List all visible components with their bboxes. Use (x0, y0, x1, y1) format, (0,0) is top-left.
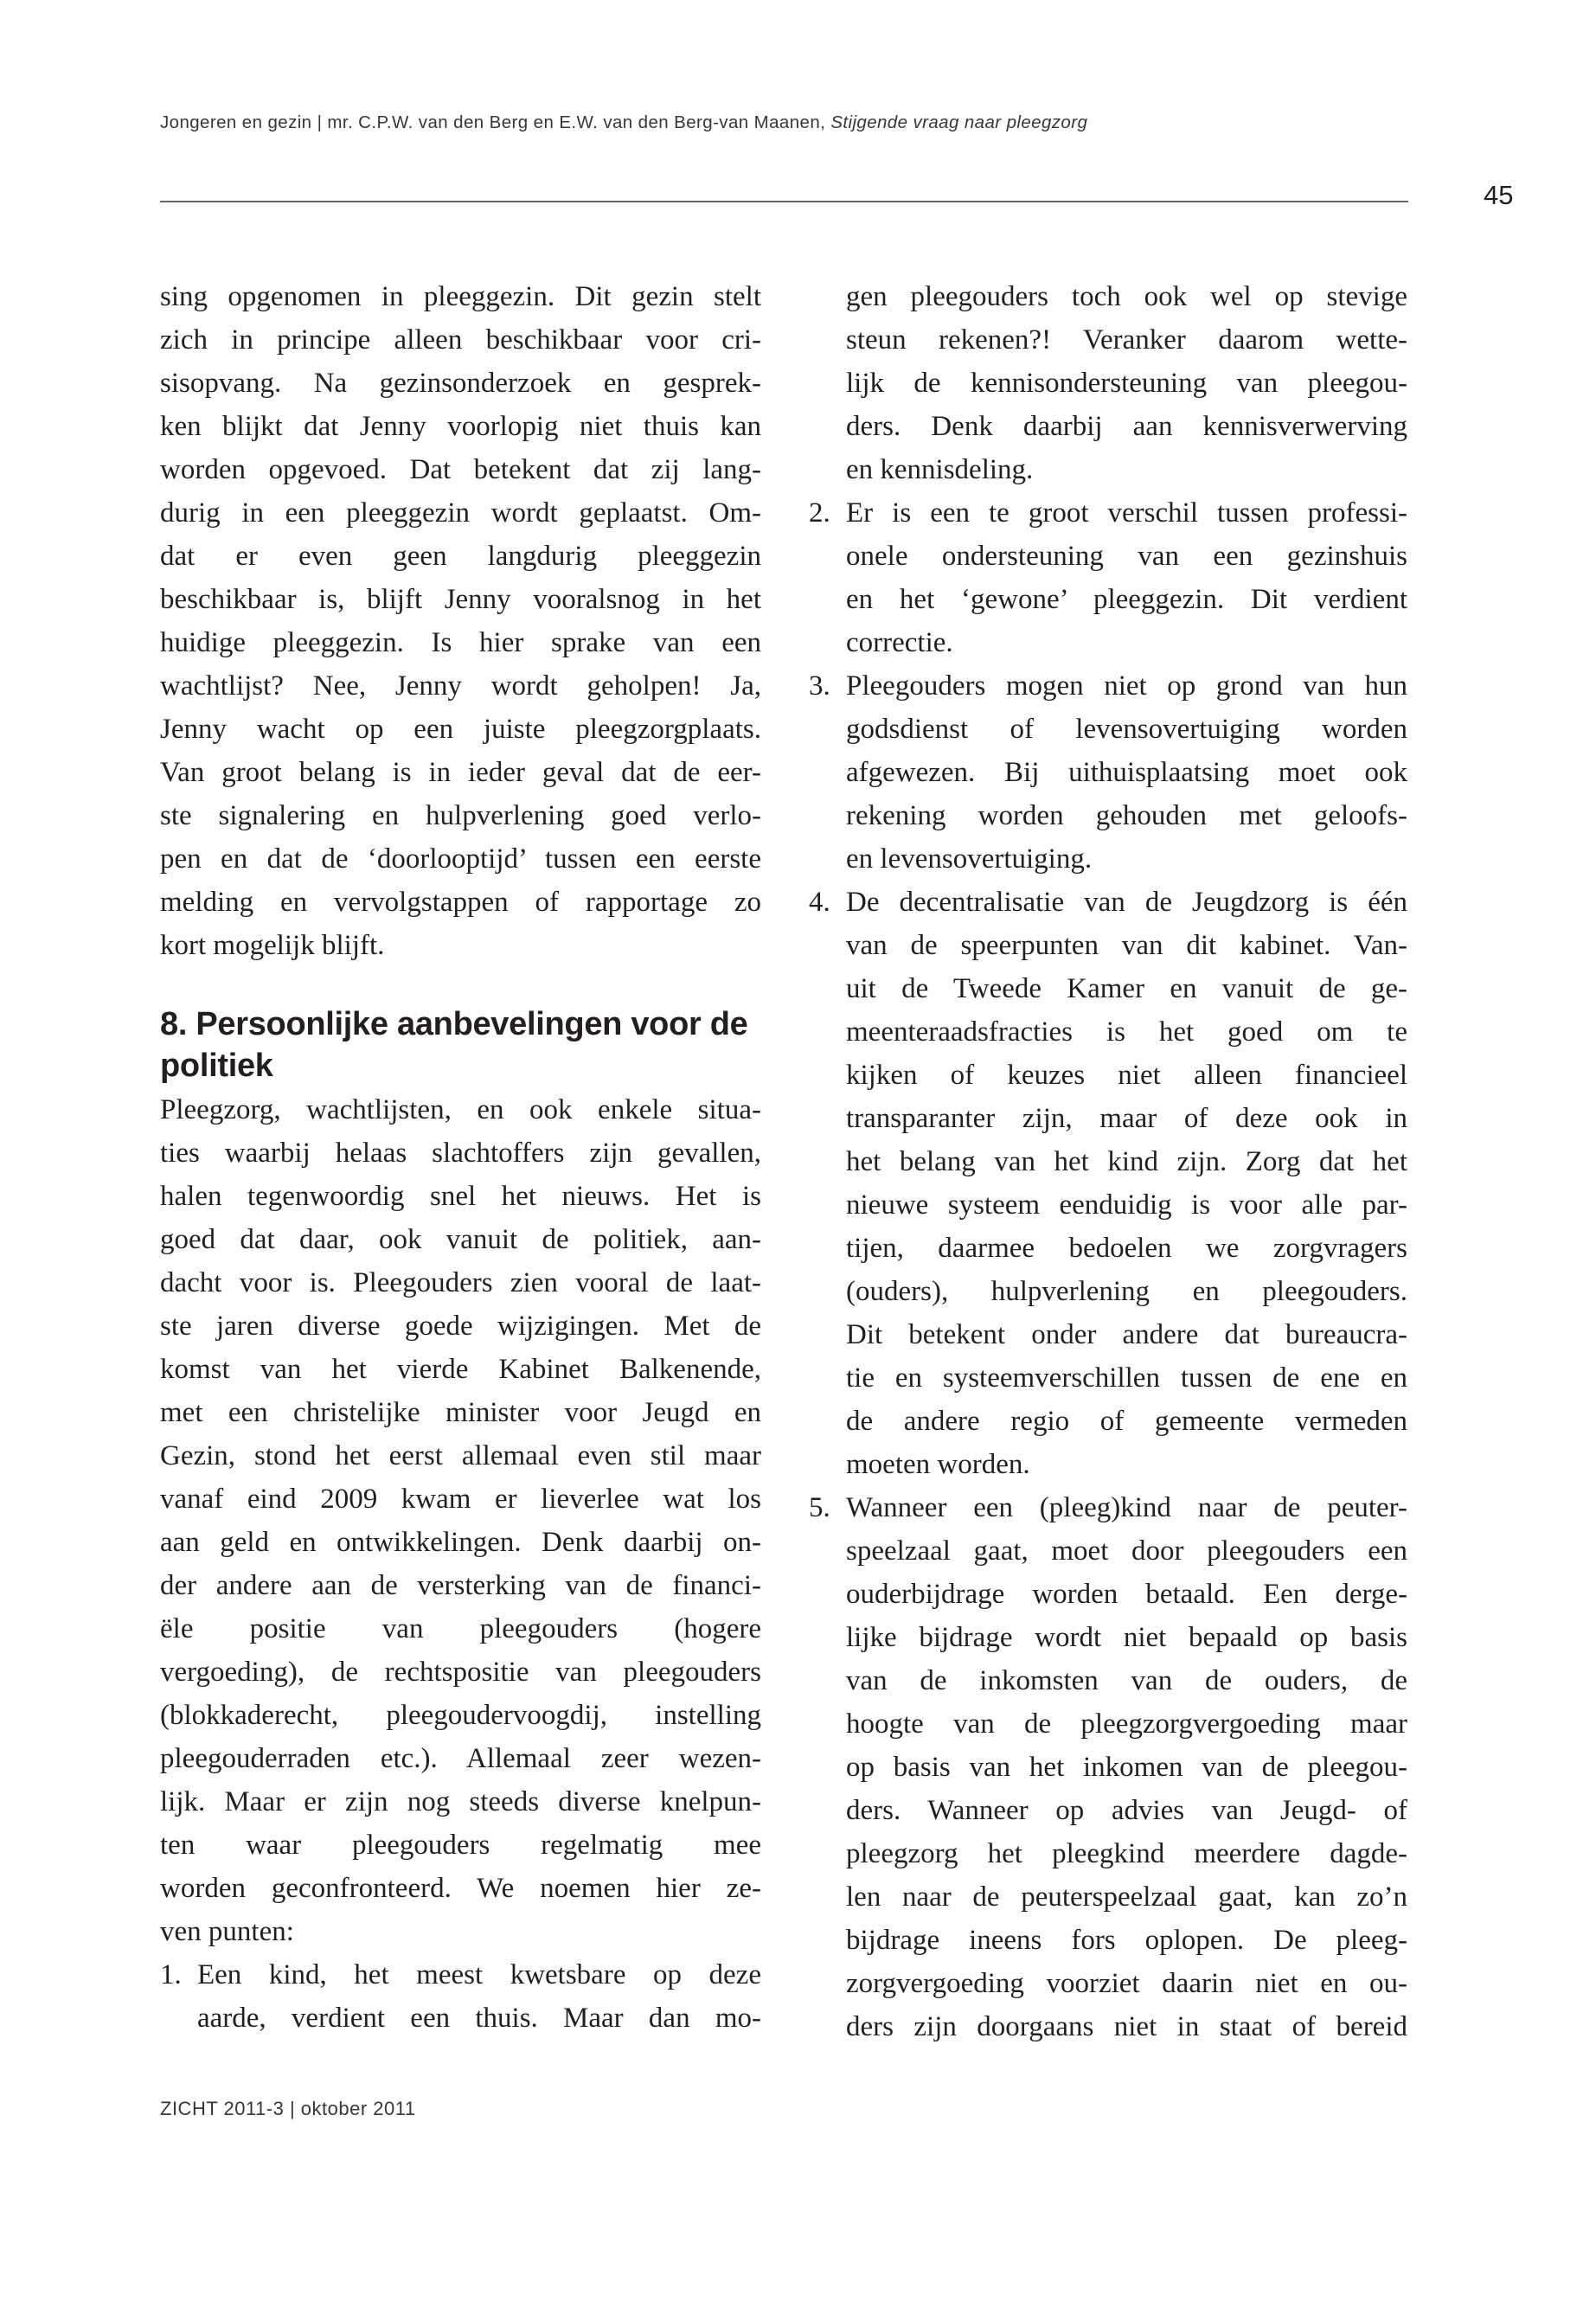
text-line: tie en systeemverschillen tussen de ene en (846, 1362, 1407, 1394)
text-line: aarde, verdient een thuis. Maar dan mo- (197, 2003, 761, 2034)
text-line: Gezin, stond het eerst allemaal even stil maar (160, 1440, 761, 1471)
text-line: halen tegenwoordig snel het nieuws. Het is (160, 1181, 761, 1212)
intro-paragraph (160, 275, 761, 967)
text-line: sing opgenomen in pleeggezin. Dit gezin stelt (160, 281, 761, 312)
text-line: Dit betekent onder andere dat bureaucra- (846, 1319, 1407, 1350)
text-line: bijdrage ineens fors oplopen. De pleeg- (846, 1925, 1407, 1956)
text-line: len naar de peuterspeelzaal gaat, kan zo’n (846, 1881, 1407, 1913)
text-line: op basis van het inkomen van de pleegou- (846, 1752, 1407, 1783)
text-line: lijke bijdrage wordt niet bepaald op basis (846, 1622, 1407, 1653)
text-line: Er is een te groot verschil tussen professi- (846, 497, 1407, 529)
text-line: durig in een pleeggezin wordt geplaatst. Om- (160, 497, 761, 529)
left-column (160, 275, 761, 2040)
text-line: van de speerpunten van dit kabinet. Van- (846, 930, 1407, 961)
text-line: het belang van het kind zijn. Zorg dat het (846, 1146, 1407, 1177)
text-line: moeten worden. (846, 1449, 1030, 1480)
list-item-number: 2. (809, 497, 830, 529)
text-line: correctie. (846, 627, 953, 658)
text-line: uit de Tweede Kamer en vanuit de ge- (846, 973, 1407, 1004)
section-heading (160, 1003, 761, 1086)
text-line: en het ‘gewone’ pleeggezin. Dit verdient (846, 584, 1407, 615)
section-spacer (160, 967, 761, 1003)
section-heading-line: 8. Persoonlijke aanbevelingen voor de (160, 1006, 748, 1042)
text-line: ders zijn doorgaans niet in staat of bereid (846, 2011, 1407, 2042)
list-item-number: 4. (809, 887, 830, 918)
text-line: en levensovertuiging. (846, 843, 1093, 875)
text-line: Pleegzorg, wachtlijsten, en ook enkele situa- (160, 1094, 761, 1125)
text-line: vanaf eind 2009 kwam er lieverlee wat los (160, 1484, 761, 1515)
text-line: beschikbaar is, blijft Jenny vooralsnog in het (160, 584, 761, 615)
list-item-1-continued (809, 275, 1407, 491)
text-line: afgewezen. Bij uithuisplaatsing moet ook (846, 757, 1407, 788)
text-line: nieuwe systeem eenduidig is voor alle par- (846, 1189, 1407, 1221)
text-line: en kennisdeling. (846, 454, 1034, 485)
text-line: pen en dat de ‘doorlooptijd’ tussen een eerste (160, 843, 761, 875)
text-line: pleegouderraden etc.). Allemaal zeer wezen- (160, 1743, 761, 1774)
list-item-number: 5. (809, 1492, 830, 1523)
text-line: lijk de kennisondersteuning van pleegou- (846, 368, 1407, 399)
text-line: ste jaren diverse goede wijzigingen. Met de (160, 1311, 761, 1342)
text-line: kijken of keuzes niet alleen financieel (846, 1060, 1407, 1091)
text-line: wachtlijst? Nee, Jenny wordt geholpen! Ja, (160, 670, 761, 702)
text-line: onele ondersteuning van een gezinshuis (846, 541, 1407, 572)
text-line: zorgvergoeding voorziet daarin niet en ou- (846, 1968, 1407, 1999)
text-line: goed dat daar, ook vanuit de politiek, aan- (160, 1224, 761, 1255)
text-line: meenteraadsfracties is het goed om te (846, 1016, 1407, 1048)
list-item-3 (809, 664, 1407, 881)
text-line: Een kind, het meest kwetsbare op deze (197, 1959, 761, 1990)
text-line: tijen, daarmee bedoelen we zorgvragers (846, 1233, 1407, 1264)
text-line: ten waar pleegouders regelmatig mee (160, 1830, 761, 1861)
text-line: Wanneer een (pleeg)kind naar de peuter- (846, 1492, 1407, 1523)
section-paragraph (160, 1088, 761, 1953)
text-line: komst van het vierde Kabinet Balkenende, (160, 1354, 761, 1385)
text-line: steun rekenen?! Veranker daarom wette- (846, 324, 1407, 356)
list-item-5 (809, 1486, 1407, 2048)
running-head-article-title: Stijgende vraag naar pleegzorg (830, 112, 1088, 132)
text-line: De decentralisatie van de Jeugdzorg is één (846, 887, 1407, 918)
text-line: huidige pleeggezin. Is hier sprake van een (160, 627, 761, 658)
running-head-authors: Jongeren en gezin | mr. C.P.W. van den Berg en E.W. van den Berg-van Maanen, (160, 112, 831, 132)
text-line: Van groot belang is in ieder geval dat de eer- (160, 757, 761, 788)
text-line: lijk. Maar er zijn nog steeds diverse knelpun- (160, 1786, 761, 1817)
list-item-1 (160, 1953, 761, 2040)
text-line: de andere regio of gemeente vermeden (846, 1406, 1407, 1437)
text-line: Pleegouders mogen niet op grond van hun (846, 670, 1407, 702)
text-line: speelzaal gaat, moet door pleegouders een (846, 1535, 1407, 1567)
text-line: ouderbijdrage worden betaald. Een derge- (846, 1579, 1407, 1610)
text-line: kort mogelijk blijft. (160, 930, 385, 961)
list-item-4 (809, 881, 1407, 1486)
text-line: Jenny wacht op een juiste pleegzorgplaats. (160, 714, 761, 745)
text-line: ven punten: (160, 1916, 294, 1947)
list-item-number: 3. (809, 670, 830, 702)
page-number: 45 (1484, 180, 1514, 210)
text-line: godsdienst of levensovertuiging worden (846, 714, 1407, 745)
text-line: melding en vervolgstappen of rapportage zo (160, 887, 761, 918)
section-heading-line: politiek (160, 1048, 273, 1084)
text-line: gen pleegouders toch ook wel op stevige (846, 281, 1407, 312)
text-line: hoogte van de pleegzorgvergoeding maar (846, 1708, 1407, 1740)
page-footer: ZICHT 2011-3 | oktober 2011 (160, 2098, 416, 2119)
text-line: sisopvang. Na gezinsonderzoek en gesprek- (160, 368, 761, 399)
text-line: (ouders), hulpverlening en pleegouders. (846, 1276, 1407, 1307)
text-line: worden opgevoed. Dat betekent dat zij lang- (160, 454, 761, 485)
text-line: rekening worden gehouden met geloofs- (846, 800, 1407, 831)
text-line: ste signalering en hulpverlening goed verlo- (160, 800, 761, 831)
running-head (160, 112, 1087, 133)
text-line: ken blijkt dat Jenny voorlopig niet thuis kan (160, 411, 761, 442)
text-line: van de inkomsten van de ouders, de (846, 1665, 1407, 1696)
text-line: ders. Denk daarbij aan kennisverwerving (846, 411, 1407, 442)
text-line: ders. Wanneer op advies van Jeugd- of (846, 1795, 1407, 1826)
header-rule (160, 201, 1408, 202)
text-line: (blokkaderecht, pleegoudervoogdij, instelling (160, 1700, 761, 1731)
list-item-number: 1. (160, 1959, 182, 1990)
text-line: ties waarbij helaas slachtoffers zijn gevallen, (160, 1138, 761, 1169)
right-column (809, 275, 1407, 2048)
text-line: der andere aan de versterking van de financi- (160, 1570, 761, 1601)
text-line: worden geconfronteerd. We noemen hier ze- (160, 1873, 761, 1904)
text-line: met een christelijke minister voor Jeugd en (160, 1397, 761, 1428)
text-line: pleegzorg het pleegkind meerdere dagde- (846, 1838, 1407, 1869)
text-line: ële positie van pleegouders (hogere (160, 1613, 761, 1644)
text-line: aan geld en ontwikkelingen. Denk daarbij on- (160, 1527, 761, 1558)
text-line: zich in principe alleen beschikbaar voor cri- (160, 324, 761, 356)
text-line: vergoeding), de rechtspositie van pleegouders (160, 1657, 761, 1688)
text-line: dacht voor is. Pleegouders zien vooral de laat- (160, 1267, 761, 1298)
list-item-2 (809, 491, 1407, 664)
text-line: transparanter zijn, maar of deze ook in (846, 1103, 1407, 1134)
text-line: dat er even geen langdurig pleeggezin (160, 541, 761, 572)
